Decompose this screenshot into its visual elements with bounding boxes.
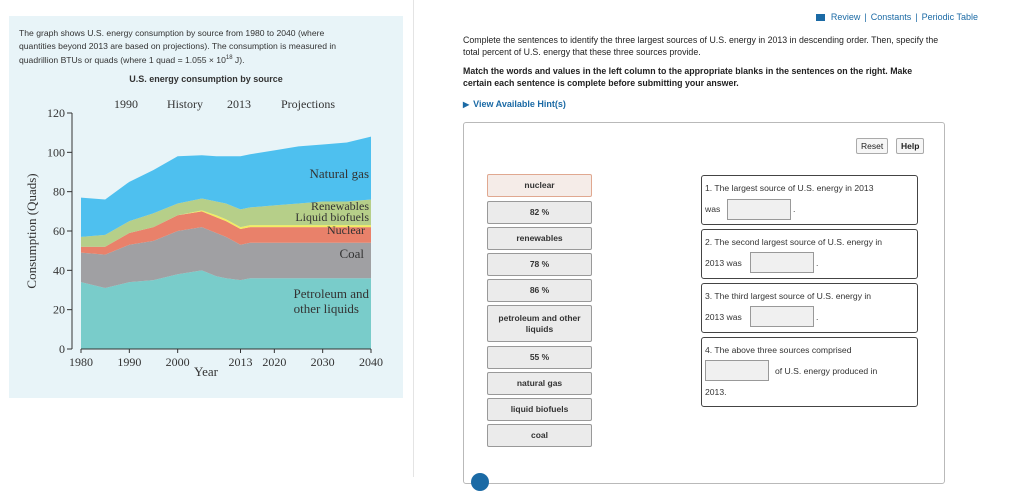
- y-axis-title: Consumption (Quads): [24, 173, 39, 289]
- x-tick-label: 1990: [117, 355, 142, 369]
- review-link[interactable]: Review: [830, 12, 861, 22]
- view-hints-link[interactable]: ▶ View Available Hint(s): [463, 99, 566, 109]
- chip-82-percent[interactable]: 82 %: [487, 201, 592, 224]
- match-instructions: Match the words and values in the left column to the appropriate blanks in the sentences on the right. Make certain each sentence is complete before submitting your answer.: [463, 66, 913, 88]
- answer-blank-3[interactable]: [750, 306, 814, 327]
- x-tick-label: 1980: [69, 355, 93, 369]
- y-tick-label: 20: [53, 302, 65, 317]
- feedback-icon[interactable]: [471, 473, 489, 491]
- answer-blank-1[interactable]: [727, 199, 791, 220]
- top-label-1990: 1990: [114, 97, 138, 111]
- x-tick-label: 2020: [262, 355, 287, 369]
- sentence-3: 3. The third largest source of U.S. energy in 2013 was .: [701, 283, 918, 333]
- top-label-projections: Projections: [281, 97, 335, 111]
- label-coal: Coal: [339, 246, 364, 261]
- chip-nuclear[interactable]: nuclear: [487, 174, 592, 197]
- label-petroleum-1: Petroleum and: [293, 286, 369, 301]
- chip-natural-gas[interactable]: natural gas: [487, 372, 592, 395]
- x-tick-label: 2040: [359, 355, 383, 369]
- y-tick-label: 40: [53, 263, 65, 278]
- y-tick-label: 0: [59, 342, 65, 356]
- nav-separator: |: [915, 12, 918, 22]
- help-button[interactable]: Help: [896, 138, 924, 154]
- label-nuclear: Nuclear: [327, 223, 365, 237]
- chip-55-percent[interactable]: 55 %: [487, 346, 592, 369]
- chart-title: U.S. energy consumption by source: [129, 74, 283, 84]
- top-nav: [816, 12, 978, 22]
- y-tick-label: 80: [53, 184, 65, 199]
- chip-78-percent[interactable]: 78 %: [487, 253, 592, 276]
- chip-petroleum[interactable]: petroleum and other liquids: [487, 305, 592, 342]
- label-natural-gas: Natural gas: [309, 166, 369, 181]
- x-tick-label: 2030: [310, 355, 335, 369]
- question-text: Complete the sentences to identify the three largest sources of U.S. energy in 2013 in descending order. Then, specify the total percent of U.S. energy that these three sources provide.: [463, 35, 939, 57]
- chip-coal[interactable]: coal: [487, 424, 592, 447]
- panel-divider: [413, 0, 414, 477]
- top-label-history: History: [167, 97, 203, 111]
- chip-86-percent[interactable]: 86 %: [487, 279, 592, 302]
- sentence-4: 4. The above three sources comprised of U.S. energy produced in 2013.: [701, 337, 918, 407]
- chip-liquid-biofuels[interactable]: liquid biofuels: [487, 398, 592, 421]
- nav-separator: |: [864, 12, 867, 22]
- x-tick-label: 2013: [228, 355, 253, 369]
- review-icon: [816, 14, 825, 21]
- sentence-2: 2. The second largest source of U.S. energy in 2013 was .: [701, 229, 918, 279]
- x-axis-title: Year: [194, 364, 218, 379]
- chip-renewables[interactable]: renewables: [487, 227, 592, 250]
- figure-panel: [9, 16, 403, 398]
- answer-blank-4[interactable]: [705, 360, 769, 381]
- y-tick-label: 120: [47, 106, 65, 120]
- periodic-table-link[interactable]: Periodic Table: [921, 12, 978, 22]
- answer-blank-2[interactable]: [750, 252, 814, 273]
- constants-link[interactable]: Constants: [870, 12, 912, 22]
- figure-description: The graph shows U.S. energy consumption by source from 1980 to 2040 (where quantities beyond 2013 are based on projections). The consumption is measured in quadrillion BTUs or quads (where 1 quad = $1.055 \times 10^{18}$ J).: [19, 28, 337, 65]
- energy-chart: [9, 88, 403, 388]
- label-liquid-biofuels: Liquid biofuels: [295, 210, 369, 224]
- top-label-2013: 2013: [227, 97, 251, 111]
- reset-button[interactable]: Reset: [856, 138, 888, 154]
- label-renewables: Renewables: [311, 199, 369, 213]
- y-tick-label: 100: [47, 145, 65, 160]
- sentence-1: 1. The largest source of U.S. energy in 2013 was .: [701, 175, 918, 225]
- x-tick-label: 2000: [165, 355, 190, 369]
- y-tick-label: 60: [53, 224, 65, 238]
- caret-right-icon: ▶: [463, 100, 470, 109]
- label-petroleum-2: other liquids: [293, 301, 359, 316]
